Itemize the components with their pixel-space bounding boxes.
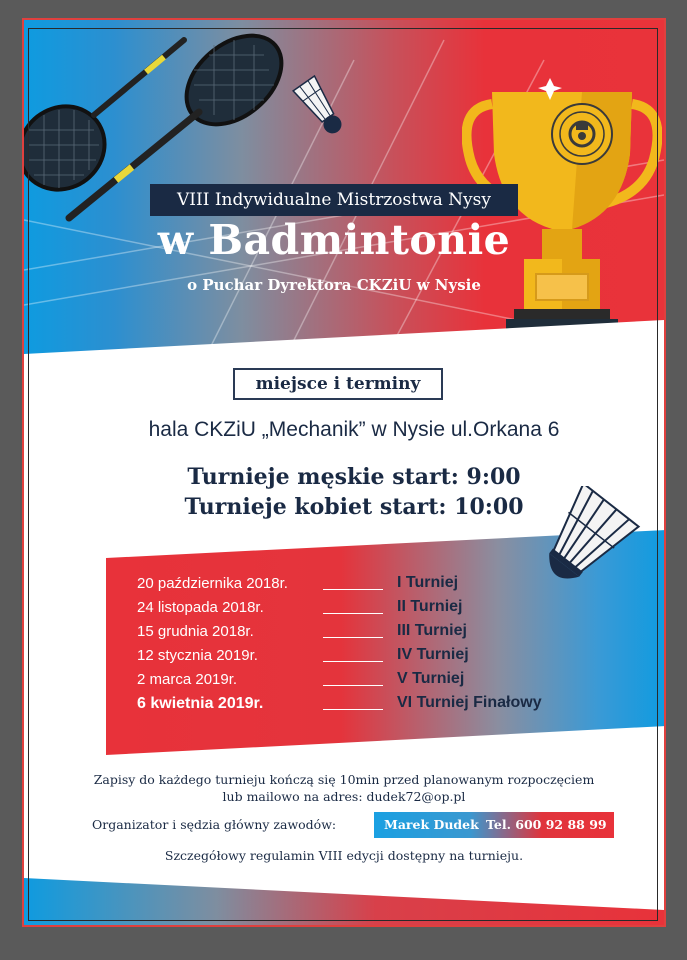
organizer-phone: Tel. 600 92 88 99 bbox=[486, 817, 607, 832]
schedule-event: II Turniej bbox=[397, 598, 463, 615]
schedule-date: 24 listopada 2018r. bbox=[137, 599, 264, 616]
schedule-row bbox=[137, 597, 587, 621]
schedule-row bbox=[137, 645, 587, 669]
venue-text: hala CKZiU „Mechanik” w Nysie ul.Orkana 6 bbox=[148, 418, 560, 441]
schedule-event: VI Turniej Finałowy bbox=[397, 694, 542, 711]
men-start-time: Turnieje męskie start: 9:00 bbox=[187, 464, 521, 490]
schedule-divider bbox=[323, 637, 383, 638]
schedule-divider bbox=[323, 685, 383, 686]
registration-info: Zapisy do każdego turnieju kończą się 10min przed planowanym rozpoczęciem bbox=[93, 772, 595, 787]
section-label: miejsce i terminy bbox=[233, 368, 443, 400]
page-subtitle: o Puchar Dyrektora CKZiU w Nysie bbox=[187, 276, 481, 294]
schedule-row bbox=[137, 573, 587, 597]
edition-banner: VIII Indywidualne Mistrzostwa Nysy bbox=[150, 184, 518, 216]
shuttlecock-icon bbox=[286, 68, 356, 148]
page-title: w Badmintonie bbox=[157, 216, 511, 264]
schedule-divider bbox=[323, 709, 383, 710]
bottom-band bbox=[24, 870, 664, 925]
schedule-divider bbox=[323, 661, 383, 662]
rules-note: Szczegółowy regulamin VIII edycji dostępny na turnieju. bbox=[164, 848, 524, 863]
schedule-date: 6 kwietnia 2019r. bbox=[137, 695, 264, 712]
schedule-row bbox=[137, 621, 587, 645]
poster bbox=[24, 20, 664, 925]
schedule-date: 12 stycznia 2019r. bbox=[137, 647, 258, 664]
schedule-row-final bbox=[137, 693, 587, 717]
organizer-contact-box bbox=[374, 812, 614, 838]
women-start-time: Turnieje kobiet start: 10:00 bbox=[184, 494, 524, 520]
schedule-date: 2 marca 2019r. bbox=[137, 671, 238, 688]
registration-email: lub mailowo na adres: dudek72@op.pl bbox=[222, 789, 466, 804]
schedule-date: 15 grudnia 2018r. bbox=[137, 623, 254, 640]
schedule-event: III Turniej bbox=[397, 622, 467, 639]
schedule-divider bbox=[323, 589, 383, 590]
schedule-event: V Turniej bbox=[397, 670, 465, 687]
organizer-label: Organizator i sędzia główny zawodów: bbox=[92, 817, 337, 832]
schedule-divider bbox=[323, 613, 383, 614]
organizer-name: Marek Dudek bbox=[384, 817, 479, 832]
school-emblem-icon bbox=[550, 102, 614, 166]
schedule-event: IV Turniej bbox=[397, 646, 469, 663]
schedule-row bbox=[137, 669, 587, 693]
schedule-date: 20 października 2018r. bbox=[137, 575, 288, 592]
schedule-event: I Turniej bbox=[397, 574, 459, 591]
